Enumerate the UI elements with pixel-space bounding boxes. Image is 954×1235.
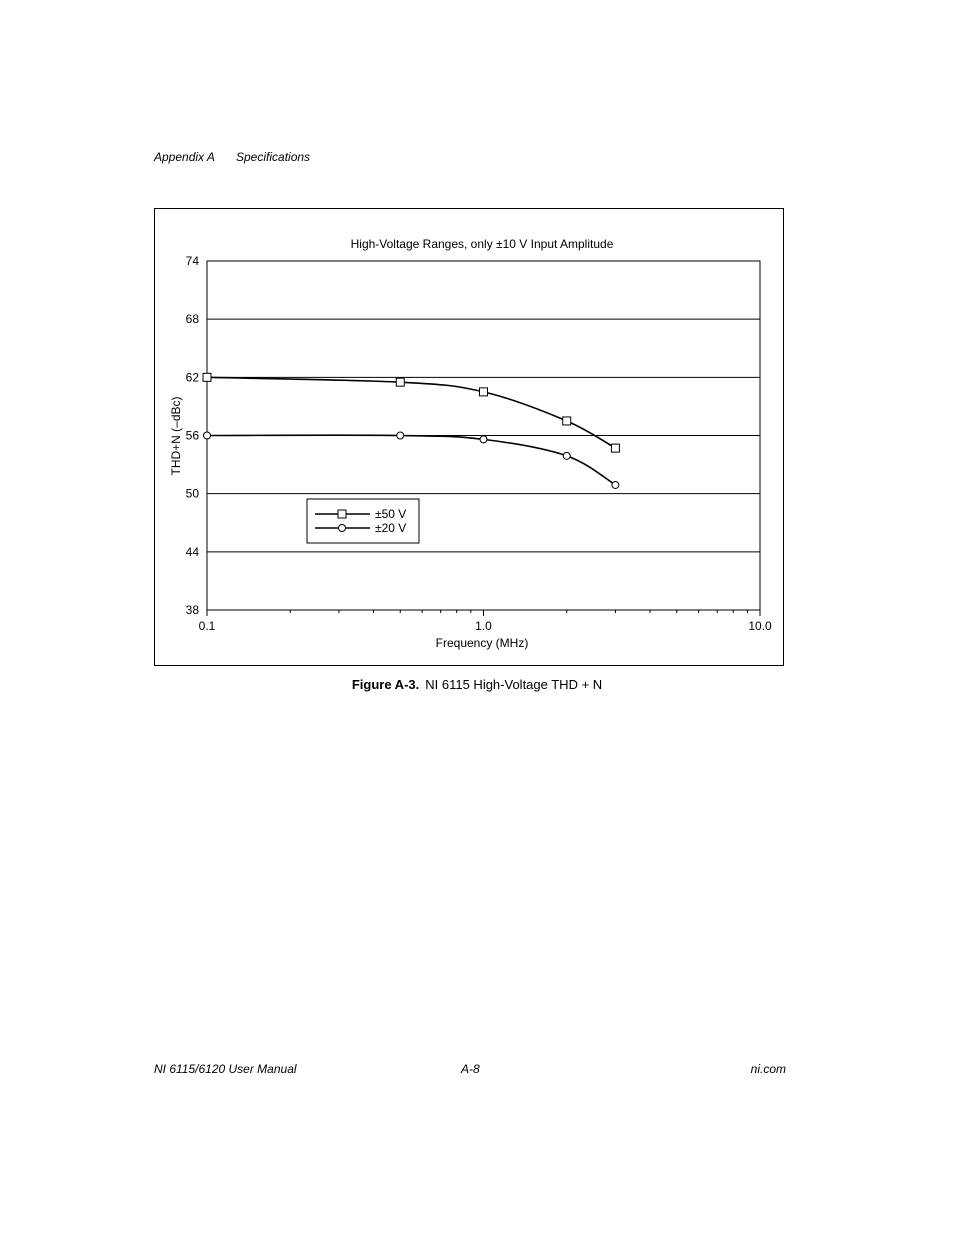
data-point-square bbox=[203, 373, 211, 381]
data-point-circle bbox=[612, 481, 619, 488]
series-layer bbox=[203, 373, 619, 488]
x-tick-label: 1.0 bbox=[475, 619, 492, 633]
header-section: Appendix A bbox=[154, 150, 215, 164]
data-point-circle bbox=[204, 432, 211, 439]
y-tick-label: 44 bbox=[185, 544, 199, 559]
footer-page: A-8 bbox=[461, 1062, 480, 1076]
figure-caption bbox=[0, 677, 954, 692]
data-point-circle bbox=[563, 452, 570, 459]
y-tick-label: 68 bbox=[185, 312, 199, 327]
axis-layer bbox=[186, 254, 772, 633]
x-tick-label: 10.0 bbox=[748, 619, 772, 633]
y-tick-label: 38 bbox=[185, 603, 199, 617]
thd-chart bbox=[155, 209, 785, 667]
data-point-square bbox=[338, 510, 346, 518]
data-point-square bbox=[611, 444, 619, 452]
data-point-square bbox=[396, 378, 404, 386]
legend-label-0: ±50 V bbox=[375, 507, 407, 521]
figure-label: Figure A-3. bbox=[351, 677, 420, 692]
y-tick-label: 56 bbox=[185, 428, 199, 443]
footer-site: ni.com bbox=[750, 1062, 786, 1076]
footer-manual: NI 6115/6120 User Manual bbox=[154, 1062, 297, 1076]
header-title: Specifications bbox=[236, 150, 311, 164]
chart-frame bbox=[154, 208, 784, 666]
y-tick-label: 50 bbox=[185, 486, 199, 501]
legend bbox=[307, 499, 419, 543]
series-line-0 bbox=[207, 377, 615, 448]
data-point-square bbox=[480, 388, 488, 396]
y-tick-label: 62 bbox=[185, 370, 199, 385]
data-point-circle bbox=[397, 432, 404, 439]
data-point-circle bbox=[480, 436, 487, 443]
x-axis-label: Frequency (MHz) bbox=[435, 636, 529, 650]
x-tick-label: 0.1 bbox=[198, 619, 216, 633]
data-point-square bbox=[563, 417, 571, 425]
figure-caption-text: NI 6115 High-Voltage THD + N bbox=[425, 677, 603, 692]
y-tick-label: 74 bbox=[185, 254, 199, 268]
data-point-circle bbox=[339, 525, 346, 532]
legend-label-1: ±20 V bbox=[375, 521, 407, 535]
chart-title: High-Voltage Ranges, only ±10 V Input Amplitude bbox=[350, 237, 614, 251]
series-line-1 bbox=[207, 435, 615, 485]
y-axis-label: THD+N (–dBc) bbox=[169, 396, 183, 476]
